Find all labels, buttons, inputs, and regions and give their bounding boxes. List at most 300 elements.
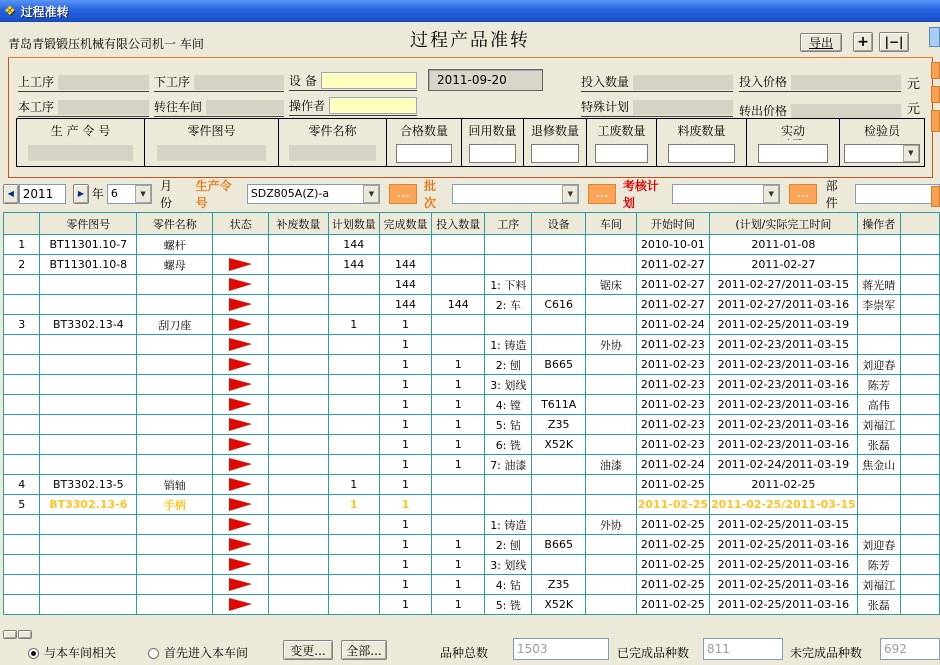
cell-bu[interactable] <box>269 435 328 455</box>
cell-extra[interactable] <box>900 535 939 555</box>
chevron-down-icon[interactable]: ▼ <box>903 145 919 162</box>
cell-end[interactable]: 2011-02-27/2011-03-16 <box>710 295 858 315</box>
cell-proc[interactable]: 1: 铸造 <box>485 335 532 355</box>
cell-start[interactable]: 2011-02-25 <box>636 575 709 595</box>
cell-status[interactable] <box>213 315 269 335</box>
cell-fig[interactable] <box>40 275 137 295</box>
cell-bu[interactable] <box>269 455 328 475</box>
cell-shop[interactable] <box>586 255 637 275</box>
cell-shop[interactable] <box>586 395 637 415</box>
table-row[interactable] <box>4 295 940 315</box>
cell-name[interactable] <box>137 595 213 615</box>
cell-plan[interactable] <box>328 295 379 315</box>
cell-end[interactable]: 2011-02-25/2011-03-16 <box>710 575 858 595</box>
cell-name[interactable] <box>137 455 213 475</box>
radio-related[interactable] <box>28 644 116 661</box>
cell-bu[interactable] <box>269 495 328 515</box>
cell-num[interactable] <box>4 395 40 415</box>
cell-start[interactable]: 2010-10-01 <box>636 235 709 255</box>
cell-equip[interactable]: B665 <box>532 535 586 555</box>
table-row[interactable] <box>4 435 940 455</box>
cell-done[interactable]: 1 <box>379 455 431 475</box>
order-more-button[interactable]: ... <box>389 184 417 204</box>
cell-name[interactable] <box>137 435 213 455</box>
cell-status[interactable] <box>213 235 269 255</box>
cell-end[interactable]: 2011-02-27/2011-03-15 <box>710 275 858 295</box>
cell-op[interactable]: 张磊 <box>857 435 900 455</box>
cell-extra[interactable] <box>900 335 939 355</box>
tiny-nav-button-2[interactable] <box>18 630 32 639</box>
cell-input[interactable]: 1 <box>432 575 485 595</box>
cell-name[interactable] <box>137 555 213 575</box>
cell-proc[interactable]: 5: 铣 <box>485 595 532 615</box>
cell-name[interactable] <box>137 515 213 535</box>
cell-name[interactable] <box>137 395 213 415</box>
cell-op[interactable] <box>857 235 900 255</box>
cell-extra[interactable] <box>900 555 939 575</box>
cell-shop[interactable] <box>586 355 637 375</box>
cell-extra[interactable] <box>900 255 939 275</box>
entry-input-field[interactable] <box>595 144 647 163</box>
cell-end[interactable]: 2011-02-25/2011-03-16 <box>710 535 858 555</box>
cell-done[interactable] <box>379 235 431 255</box>
cell-shop[interactable]: 外协 <box>586 515 637 535</box>
cell-status[interactable] <box>213 375 269 395</box>
table-row[interactable] <box>4 535 940 555</box>
cell-equip[interactable] <box>532 315 586 335</box>
cell-plan[interactable]: 144 <box>328 235 379 255</box>
cell-equip[interactable]: C616 <box>532 295 586 315</box>
cell-plan[interactable] <box>328 515 379 535</box>
table-row[interactable] <box>4 515 940 535</box>
cell-done[interactable]: 1 <box>379 315 431 335</box>
cell-plan[interactable] <box>328 455 379 475</box>
cell-proc[interactable] <box>485 315 532 335</box>
cell-fig[interactable] <box>40 555 137 575</box>
operator-input[interactable] <box>329 97 417 114</box>
cell-start[interactable]: 2011-02-23 <box>636 335 709 355</box>
cell-done[interactable]: 1 <box>379 535 431 555</box>
assess-plan-select[interactable] <box>672 184 780 204</box>
cell-shop[interactable] <box>586 495 637 515</box>
cell-plan[interactable] <box>328 395 379 415</box>
cell-num[interactable]: 3 <box>4 315 40 335</box>
table-row[interactable] <box>4 355 940 375</box>
cell-done[interactable]: 1 <box>379 335 431 355</box>
cell-start[interactable]: 2011-02-23 <box>636 375 709 395</box>
cell-equip[interactable]: Z35 <box>532 415 586 435</box>
cell-bu[interactable] <box>269 475 328 495</box>
cell-extra[interactable] <box>900 275 939 295</box>
year-input[interactable]: 2011 <box>19 184 66 204</box>
table-row[interactable] <box>4 455 940 475</box>
cell-equip[interactable] <box>532 335 586 355</box>
cell-fig[interactable] <box>40 375 137 395</box>
cell-plan[interactable] <box>328 415 379 435</box>
cell-proc[interactable]: 5: 钻 <box>485 415 532 435</box>
cell-num[interactable] <box>4 595 40 615</box>
cell-num[interactable] <box>4 515 40 535</box>
cell-input[interactable]: 1 <box>432 435 485 455</box>
cell-input[interactable]: 1 <box>432 455 485 475</box>
cell-num[interactable] <box>4 535 40 555</box>
cell-plan[interactable] <box>328 595 379 615</box>
cell-done[interactable]: 1 <box>379 595 431 615</box>
cell-start[interactable]: 2011-02-25 <box>636 535 709 555</box>
cell-done[interactable]: 1 <box>379 575 431 595</box>
cell-bu[interactable] <box>269 575 328 595</box>
expand-button[interactable]: + <box>853 32 873 52</box>
cell-equip[interactable] <box>532 255 586 275</box>
cell-done[interactable]: 1 <box>379 395 431 415</box>
cell-bu[interactable] <box>269 335 328 355</box>
cell-end[interactable]: 2011-02-25/2011-03-15 <box>710 515 858 535</box>
cell-shop[interactable]: 油漆 <box>586 455 637 475</box>
next-year-button[interactable] <box>73 184 89 204</box>
cell-bu[interactable] <box>269 235 328 255</box>
edge-orange-button-2[interactable] <box>931 86 940 103</box>
cell-num[interactable] <box>4 275 40 295</box>
table-row[interactable] <box>4 415 940 435</box>
cell-name[interactable] <box>137 575 213 595</box>
cell-shop[interactable] <box>586 555 637 575</box>
cell-status[interactable] <box>213 555 269 575</box>
cell-num[interactable]: 2 <box>4 255 40 275</box>
cell-input[interactable] <box>432 235 485 255</box>
cell-start[interactable]: 2011-02-23 <box>636 355 709 375</box>
collapse-button[interactable]: |−| <box>879 32 909 52</box>
cell-fig[interactable]: BT3302.13-4 <box>40 315 137 335</box>
batch-select[interactable] <box>452 184 580 204</box>
cell-extra[interactable] <box>900 495 939 515</box>
cell-input[interactable] <box>432 275 485 295</box>
cell-plan[interactable] <box>328 435 379 455</box>
cell-status[interactable] <box>213 515 269 535</box>
cell-start[interactable]: 2011-02-23 <box>636 415 709 435</box>
cell-num[interactable] <box>4 375 40 395</box>
cell-end[interactable]: 2011-02-25/2011-03-16 <box>710 555 858 575</box>
cell-start[interactable]: 2011-02-24 <box>636 315 709 335</box>
radio-unselected-icon[interactable] <box>148 648 159 659</box>
cell-done[interactable]: 144 <box>379 295 431 315</box>
cell-fig[interactable] <box>40 575 137 595</box>
cell-name[interactable] <box>137 535 213 555</box>
cell-input[interactable]: 1 <box>432 415 485 435</box>
cell-num[interactable] <box>4 295 40 315</box>
cell-bu[interactable] <box>269 275 328 295</box>
cell-name[interactable] <box>137 275 213 295</box>
cell-end[interactable]: 2011-02-25/2011-03-15 <box>710 495 858 515</box>
cell-name[interactable] <box>137 375 213 395</box>
cell-plan[interactable] <box>328 275 379 295</box>
tiny-nav-button-1[interactable] <box>3 630 17 639</box>
cell-end[interactable]: 2011-02-23/2011-03-16 <box>710 375 858 395</box>
cell-equip[interactable]: T611A <box>532 395 586 415</box>
cell-status[interactable] <box>213 255 269 275</box>
table-row[interactable] <box>4 375 940 395</box>
cell-proc[interactable]: 4: 钻 <box>485 575 532 595</box>
cell-status[interactable] <box>213 395 269 415</box>
assess-more-button[interactable]: ... <box>789 184 817 204</box>
cell-input[interactable] <box>432 495 485 515</box>
part-input[interactable] <box>855 184 940 204</box>
cell-num[interactable] <box>4 555 40 575</box>
cell-proc[interactable]: 1: 下料 <box>485 275 532 295</box>
cell-status[interactable] <box>213 575 269 595</box>
cell-num[interactable] <box>4 575 40 595</box>
cell-start[interactable]: 2011-02-27 <box>636 255 709 275</box>
cell-bu[interactable] <box>269 415 328 435</box>
chevron-down-icon[interactable] <box>763 185 779 203</box>
cell-extra[interactable] <box>900 295 939 315</box>
cell-bu[interactable] <box>269 295 328 315</box>
cell-proc[interactable]: 1: 铸造 <box>485 515 532 535</box>
cell-num[interactable]: 4 <box>4 475 40 495</box>
cell-bu[interactable] <box>269 315 328 335</box>
cell-end[interactable]: 2011-02-25/2011-03-19 <box>710 315 858 335</box>
cell-start[interactable]: 2011-02-25 <box>636 595 709 615</box>
cell-op[interactable]: 张磊 <box>857 595 900 615</box>
cell-proc[interactable]: 3: 划线 <box>485 375 532 395</box>
cell-fig[interactable]: BT11301.10-7 <box>40 235 137 255</box>
cell-name[interactable] <box>137 295 213 315</box>
cell-fig[interactable] <box>40 435 137 455</box>
cell-shop[interactable]: 锯床 <box>586 275 637 295</box>
cell-end[interactable]: 2011-02-24/2011-03-19 <box>710 455 858 475</box>
cell-status[interactable] <box>213 295 269 315</box>
cell-op[interactable]: 陈芳 <box>857 375 900 395</box>
cell-shop[interactable] <box>586 415 637 435</box>
cell-proc[interactable]: 6: 铣 <box>485 435 532 455</box>
cell-end[interactable]: 2011-02-23/2011-03-16 <box>710 435 858 455</box>
cell-extra[interactable] <box>900 375 939 395</box>
cell-name[interactable] <box>137 355 213 375</box>
cell-equip[interactable] <box>532 495 586 515</box>
cell-fig[interactable] <box>40 355 137 375</box>
edge-orange-button-1[interactable] <box>931 62 940 79</box>
cell-bu[interactable] <box>269 555 328 575</box>
cell-fig[interactable] <box>40 515 137 535</box>
cell-fig[interactable] <box>40 335 137 355</box>
cell-bu[interactable] <box>269 375 328 395</box>
cell-input[interactable]: 1 <box>432 375 485 395</box>
cell-proc[interactable] <box>485 235 532 255</box>
cell-op[interactable] <box>857 315 900 335</box>
cell-extra[interactable] <box>900 595 939 615</box>
cell-plan[interactable]: 144 <box>328 255 379 275</box>
cell-start[interactable]: 2011-02-24 <box>636 455 709 475</box>
cell-input[interactable]: 1 <box>432 355 485 375</box>
cell-plan[interactable] <box>328 575 379 595</box>
change-button[interactable]: 变更... <box>283 640 333 660</box>
cell-extra[interactable] <box>900 355 939 375</box>
cell-fig[interactable] <box>40 455 137 475</box>
cell-end[interactable]: 2011-02-25 <box>710 475 858 495</box>
table-row[interactable] <box>4 315 940 335</box>
cell-bu[interactable] <box>269 255 328 275</box>
cell-done[interactable]: 1 <box>379 475 431 495</box>
cell-op[interactable] <box>857 495 900 515</box>
cell-plan[interactable] <box>328 535 379 555</box>
cell-equip[interactable]: X52K <box>532 595 586 615</box>
cell-op[interactable] <box>857 475 900 495</box>
cell-num[interactable]: 5 <box>4 495 40 515</box>
cell-op[interactable]: 陈芳 <box>857 555 900 575</box>
cell-name[interactable] <box>137 415 213 435</box>
chevron-down-icon[interactable] <box>562 185 578 203</box>
cell-equip[interactable]: B665 <box>532 355 586 375</box>
cell-op[interactable]: 焦金山 <box>857 455 900 475</box>
cell-equip[interactable] <box>532 555 586 575</box>
table-row[interactable] <box>4 275 940 295</box>
cell-fig[interactable]: BT3302.13-5 <box>40 475 137 495</box>
cell-num[interactable] <box>4 415 40 435</box>
cell-status[interactable] <box>213 275 269 295</box>
cell-equip[interactable] <box>532 515 586 535</box>
cell-plan[interactable] <box>328 375 379 395</box>
cell-input[interactable]: 1 <box>432 555 485 575</box>
cell-done[interactable]: 1 <box>379 355 431 375</box>
cell-shop[interactable] <box>586 435 637 455</box>
cell-name[interactable] <box>137 335 213 355</box>
cell-op[interactable] <box>857 335 900 355</box>
cell-name[interactable]: 螺杆 <box>137 235 213 255</box>
table-row[interactable] <box>4 335 940 355</box>
cell-start[interactable]: 2011-02-27 <box>636 275 709 295</box>
cell-end[interactable]: 2011-02-23/2011-03-15 <box>710 335 858 355</box>
cell-start[interactable]: 2011-02-27 <box>636 295 709 315</box>
entry-input-field[interactable] <box>668 144 736 163</box>
cell-shop[interactable] <box>586 595 637 615</box>
cell-fig[interactable] <box>40 595 137 615</box>
cell-input[interactable]: 1 <box>432 595 485 615</box>
cell-done[interactable]: 1 <box>379 375 431 395</box>
cell-proc[interactable] <box>485 475 532 495</box>
cell-bu[interactable] <box>269 595 328 615</box>
cell-equip[interactable] <box>532 455 586 475</box>
cell-op[interactable] <box>857 255 900 275</box>
entry-input-field[interactable] <box>469 144 515 163</box>
cell-start[interactable]: 2011-02-25 <box>636 515 709 535</box>
cell-bu[interactable] <box>269 535 328 555</box>
cell-done[interactable]: 1 <box>379 435 431 455</box>
cell-end[interactable]: 2011-02-27 <box>710 255 858 275</box>
cell-extra[interactable] <box>900 475 939 495</box>
cell-end[interactable]: 2011-02-23/2011-03-16 <box>710 395 858 415</box>
cell-plan[interactable]: 1 <box>328 495 379 515</box>
cell-bu[interactable] <box>269 395 328 415</box>
cell-fig[interactable] <box>40 295 137 315</box>
cell-op[interactable]: 刘福江 <box>857 575 900 595</box>
cell-shop[interactable] <box>586 475 637 495</box>
cell-plan[interactable]: 1 <box>328 475 379 495</box>
cell-input[interactable] <box>432 335 485 355</box>
table-row[interactable] <box>4 255 940 275</box>
entry-input-field[interactable] <box>396 144 452 163</box>
cell-op[interactable] <box>857 515 900 535</box>
cell-proc[interactable]: 2: 车 <box>485 295 532 315</box>
cell-status[interactable] <box>213 435 269 455</box>
cell-proc[interactable]: 4: 镗 <box>485 395 532 415</box>
edge-orange-button-3[interactable] <box>931 110 940 132</box>
cell-name[interactable]: 销轴 <box>137 475 213 495</box>
inspector-select[interactable] <box>844 144 920 163</box>
cell-extra[interactable] <box>900 395 939 415</box>
cell-extra[interactable] <box>900 315 939 335</box>
chevron-down-icon[interactable] <box>363 185 379 203</box>
entry-input-field[interactable] <box>531 144 578 163</box>
cell-num[interactable]: 1 <box>4 235 40 255</box>
cell-equip[interactable] <box>532 375 586 395</box>
cell-proc[interactable]: 2: 刨 <box>485 355 532 375</box>
cell-shop[interactable] <box>586 315 637 335</box>
cell-status[interactable] <box>213 355 269 375</box>
month-select[interactable] <box>107 184 152 204</box>
table-row[interactable] <box>4 475 940 495</box>
cell-proc[interactable] <box>485 255 532 275</box>
table-row[interactable] <box>4 595 940 615</box>
cell-extra[interactable] <box>900 415 939 435</box>
cell-start[interactable]: 2011-02-25 <box>636 475 709 495</box>
order-no-select[interactable] <box>247 184 381 204</box>
cell-op[interactable]: 蒋光晴 <box>857 275 900 295</box>
cell-input[interactable] <box>432 255 485 275</box>
cell-equip[interactable] <box>532 235 586 255</box>
cell-num[interactable] <box>4 455 40 475</box>
cell-name[interactable]: 手柄 <box>137 495 213 515</box>
chevron-down-icon[interactable] <box>135 185 151 203</box>
export-button[interactable]: 导出 <box>800 33 842 52</box>
cell-start[interactable]: 2011-02-23 <box>636 435 709 455</box>
cell-fig[interactable] <box>40 395 137 415</box>
cell-done[interactable]: 1 <box>379 515 431 535</box>
cell-status[interactable] <box>213 415 269 435</box>
cell-num[interactable] <box>4 435 40 455</box>
cell-proc[interactable]: 2: 刨 <box>485 535 532 555</box>
cell-status[interactable] <box>213 535 269 555</box>
cell-input[interactable]: 1 <box>432 395 485 415</box>
cell-shop[interactable] <box>586 575 637 595</box>
cell-shop[interactable] <box>586 295 637 315</box>
cell-plan[interactable]: 1 <box>328 315 379 335</box>
cell-done[interactable]: 1 <box>379 555 431 575</box>
cell-shop[interactable] <box>586 535 637 555</box>
cell-done[interactable]: 144 <box>379 255 431 275</box>
cell-equip[interactable]: X52K <box>532 435 586 455</box>
cell-start[interactable]: 2011-02-23 <box>636 395 709 415</box>
cell-num[interactable] <box>4 335 40 355</box>
date-field[interactable]: 2011-09-20 <box>428 69 543 91</box>
cell-input[interactable]: 1 <box>432 535 485 555</box>
cell-plan[interactable] <box>328 555 379 575</box>
cell-fig[interactable] <box>40 535 137 555</box>
equipment-input[interactable] <box>321 72 417 89</box>
table-row[interactable] <box>4 575 940 595</box>
cell-done[interactable]: 1 <box>379 495 431 515</box>
cell-done[interactable]: 144 <box>379 275 431 295</box>
cell-extra[interactable] <box>900 435 939 455</box>
cell-status[interactable] <box>213 455 269 475</box>
cell-proc[interactable] <box>485 495 532 515</box>
cell-status[interactable] <box>213 475 269 495</box>
cell-proc[interactable]: 3: 划线 <box>485 555 532 575</box>
cell-end[interactable]: 2011-02-23/2011-03-16 <box>710 415 858 435</box>
radio-selected-icon[interactable] <box>28 648 39 659</box>
cell-op[interactable]: 刘迎春 <box>857 535 900 555</box>
cell-status[interactable] <box>213 495 269 515</box>
cell-shop[interactable] <box>586 235 637 255</box>
cell-fig[interactable]: BT3302.13-6 <box>40 495 137 515</box>
